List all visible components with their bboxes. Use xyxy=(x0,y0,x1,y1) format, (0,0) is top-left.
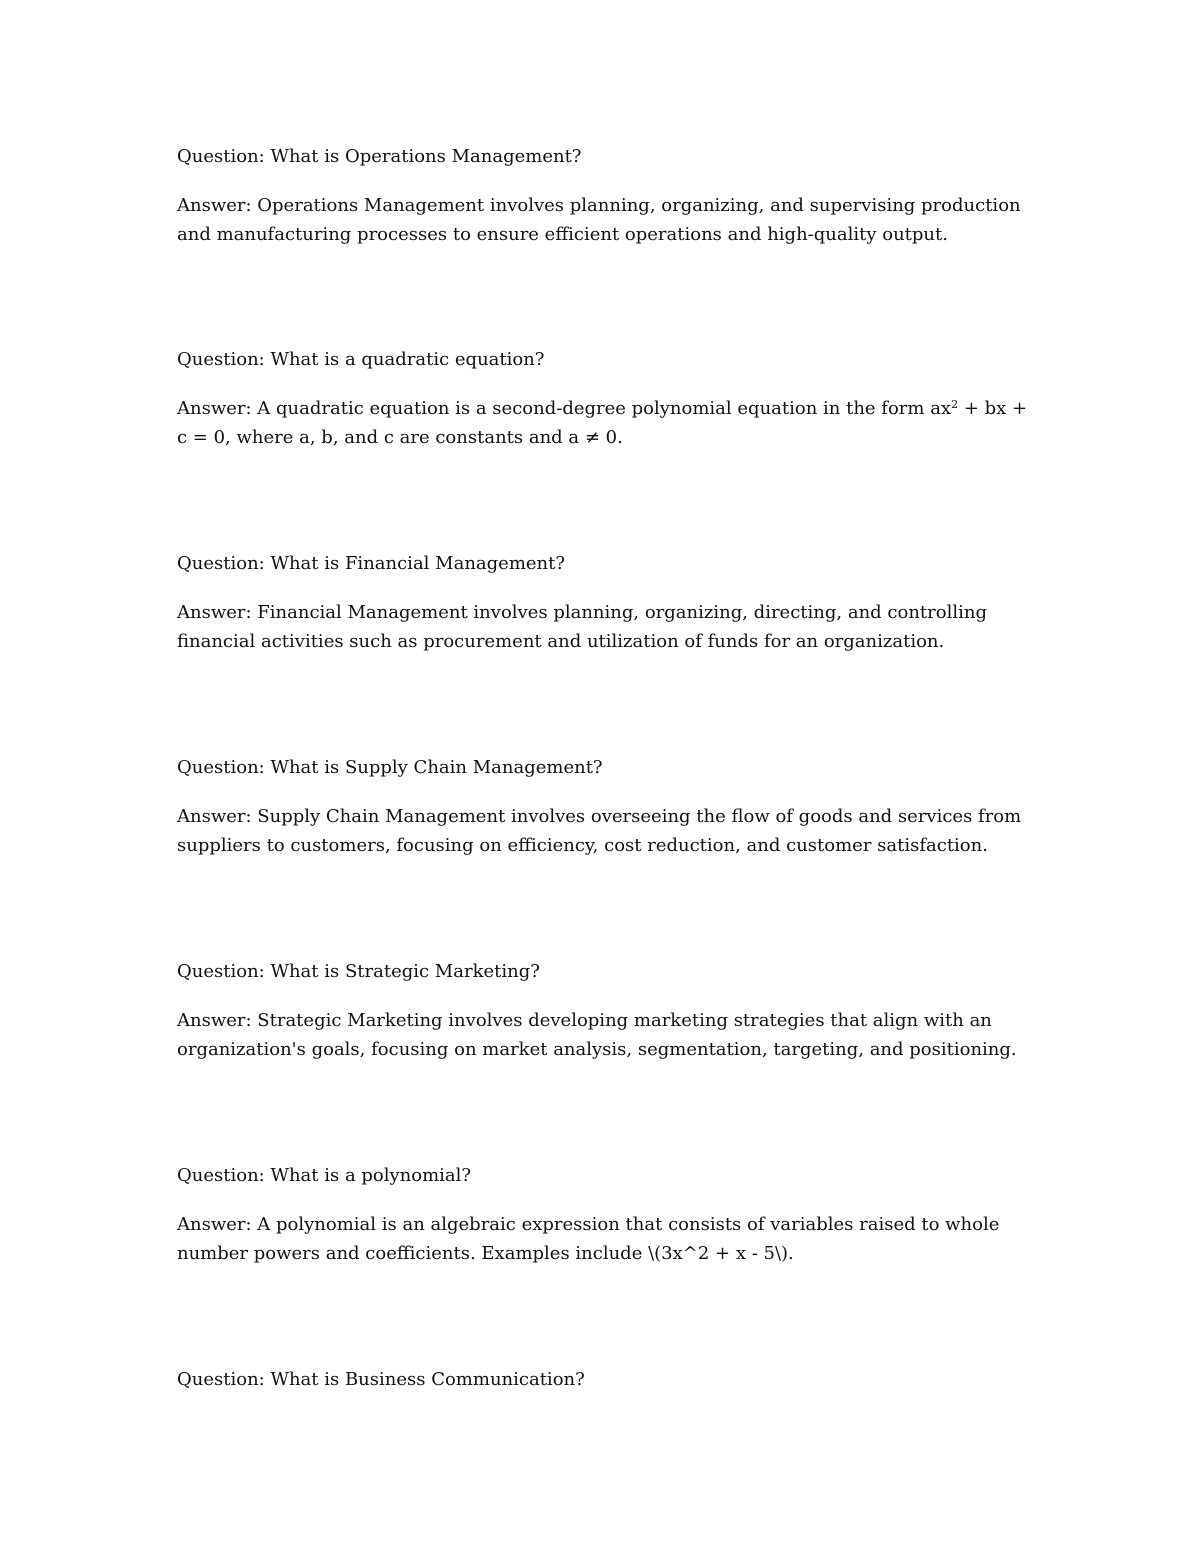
question-text: Question: What is Strategic Marketing? xyxy=(177,961,540,982)
qa-item-financial-management xyxy=(177,549,1037,656)
question-text: Question: What is Financial Management? xyxy=(177,553,566,574)
question-text: Question: What is a quadratic equation? xyxy=(177,349,545,370)
qa-item-business-communication xyxy=(177,1365,1037,1394)
answer-text: Answer: Strategic Marketing involves developing marketing strategies that align with an organization's goals, focusing on market analysis, segmentation, targeting, and positioning. xyxy=(177,1010,1017,1060)
qa-item-operations-management xyxy=(177,142,1037,249)
qa-item-supply-chain-management xyxy=(177,753,1037,860)
answer-text-after-exponent: + bx + c = 0, where a, b, and c are constants and a ≠ 0. xyxy=(177,398,1028,448)
question-text: Question: What is Business Communication? xyxy=(177,1369,585,1390)
qa-item-strategic-marketing xyxy=(177,957,1037,1064)
answer-text: Answer: A polynomial is an algebraic expression that consists of variables raised to whole number powers and coefficients. Examples include \(3x^2 + x - 5\). xyxy=(177,1214,1000,1264)
qa-item-polynomial xyxy=(177,1161,1037,1268)
answer-text-before-exponent: Answer: A quadratic equation is a second-degree polynomial equation in the form ax xyxy=(177,398,952,419)
answer-text: Answer: Operations Management involves planning, organizing, and supervising production and manufacturing processes to ensure efficient operations and high-quality output. xyxy=(177,195,1021,245)
answer-text xyxy=(177,394,1037,452)
question-text: Question: What is Operations Management? xyxy=(177,146,582,167)
answer-text: Answer: Financial Management involves planning, organizing, directing, and controlling financial activities such as procurement and utilization of funds for an organization. xyxy=(177,602,987,652)
question-text: Question: What is a polynomial? xyxy=(177,1165,472,1186)
question-text: Question: What is Supply Chain Management? xyxy=(177,757,603,778)
exponent-superscript: 2 xyxy=(951,398,959,411)
qa-item-quadratic-equation xyxy=(177,345,1037,452)
answer-text: Answer: Supply Chain Management involves overseeing the flow of goods and services from suppliers to customers, focusing on efficiency, cost reduction, and customer satisfaction. xyxy=(177,806,1022,856)
